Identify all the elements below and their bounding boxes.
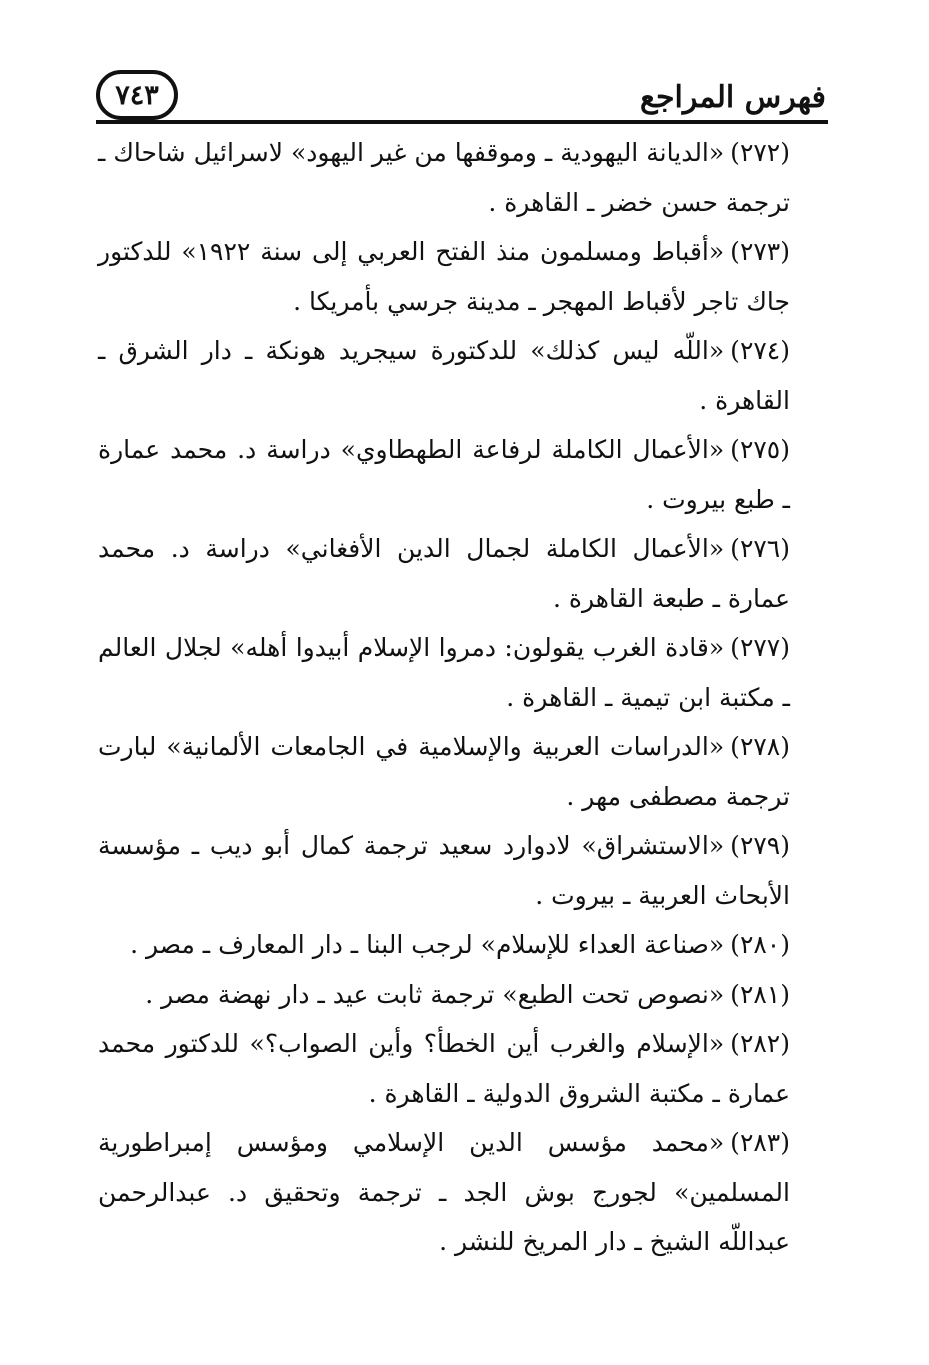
entry-number: (٢٧٣) [730,237,790,266]
entry-text: «الأعمال الكاملة لجمال الدين الأفغاني» دراسة د. محمد عمارة ـ طبعة القاهرة . [98,534,790,613]
page-title: فهرس المراجع [639,80,826,115]
entry-text: «نصوص تحت الطبع» ترجمة ثابت عيد ـ دار نهضة مصر . [145,979,725,1009]
entry-text: «الأعمال الكاملة لرفاعة الطهطاوي» دراسة د. محمد عمارة ـ طبع بيروت . [98,435,790,514]
entry-text: «الإسلام والغرب أين الخطأ؟ وأين الصواب؟» للدكتور محمد عمارة ـ مكتبة الشروق الدولية ـ القاهرة . [98,1029,790,1108]
reference-list [98,128,824,1267]
header-divider [96,120,828,124]
entry-number: (٢٧٨) [730,732,790,761]
reference-entry [98,920,824,970]
entry-number: (٢٨٣) [730,1128,790,1157]
entry-number: (٢٧٢) [730,138,790,167]
reference-entry [98,1118,824,1267]
reference-entry [98,722,824,821]
entry-number: (٢٨١) [730,979,790,1009]
reference-entry [98,623,824,722]
entry-text: «الديانة اليهودية ـ وموقفها من غير اليهود» لاسرائيل شاحاك ـ ترجمة حسن خضر ـ القاهرة . [98,138,790,217]
reference-entry [98,1019,824,1118]
entry-text: «قادة الغرب يقولون: دمروا الإسلام أبيدوا أهله» لجلال العالم ـ مكتبة ابن تيمية ـ القاهرة . [98,633,790,712]
entry-number: (٢٧٦) [730,534,790,563]
reference-entry [98,524,824,623]
entry-number: (٢٧٩) [730,831,790,860]
entry-number: (٢٧٧) [730,633,790,662]
entry-number: (٢٨٢) [730,1029,790,1058]
reference-entry [98,425,824,524]
entry-text: «الاستشراق» لادوارد سعيد ترجمة كمال أبو ديب ـ مؤسسة الأبحاث العربية ـ بيروت . [98,831,790,910]
entry-number: (٢٨٠) [730,930,790,959]
reference-entry [98,227,824,326]
entry-text: «الدراسات العربية والإسلامية في الجامعات الألمانية» لبارت ترجمة مصطفى مهر . [98,732,790,811]
entry-number: (٢٧٥) [730,435,790,464]
entry-text: «أقباط ومسلمون منذ الفتح العربي إلى سنة ١٩٢٢» للدكتور جاك تاجر لأقباط المهجر ـ مدينة جرسي بأمريكا . [98,237,790,316]
reference-entry [98,128,824,227]
entry-number: (٢٧٤) [730,336,790,365]
page-number: ٧٤٣ [115,79,159,111]
entry-text: «صناعة العداء للإسلام» لرجب البنا ـ دار المعارف ـ مصر . [130,930,725,959]
entry-text: «محمد مؤسس الدين الإسلامي ومؤسس إمبراطورية المسلمين» لجورج بوش الجد ـ ترجمة وتحقيق د. عبدالرحمن عبداللّه الشيخ ـ دار المريخ للنشر . [98,1128,790,1256]
page-number-badge [96,70,178,120]
reference-entry [98,821,824,920]
reference-entry [98,970,824,1020]
entry-text: «اللّه ليس كذلك» للدكتورة سيجريد هونكة ـ دار الشرق ـ القاهرة . [98,336,790,415]
reference-entry [98,326,824,425]
page-header [96,64,828,124]
